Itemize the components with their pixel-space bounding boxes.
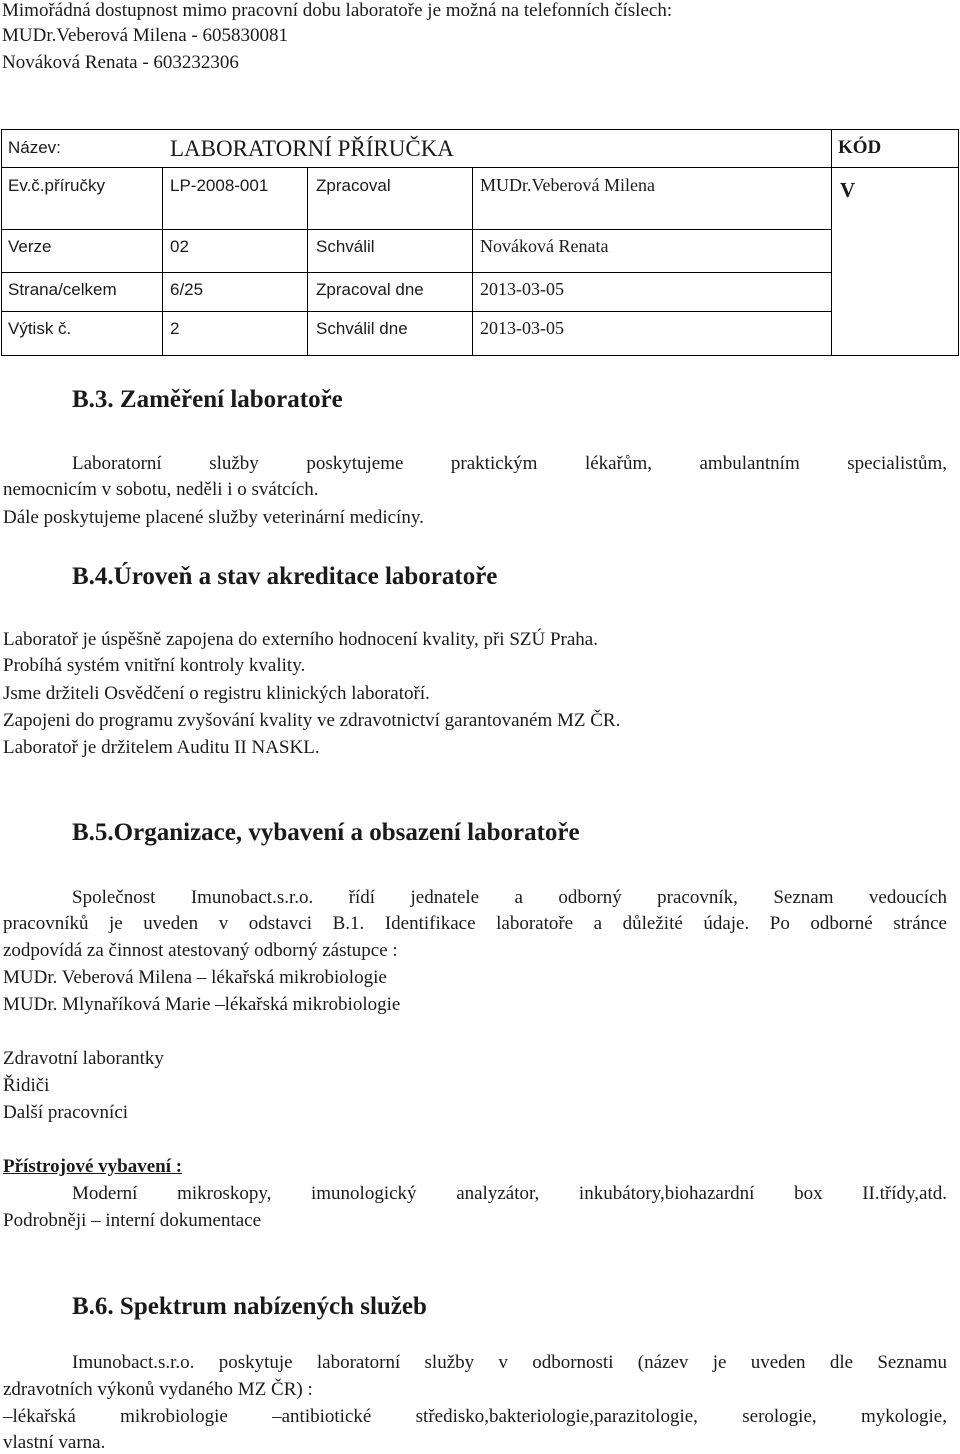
row-value-2: 2013-03-05 xyxy=(480,318,564,338)
b6-line-1: Imunobact.s.r.o. poskytuje laboratorní služby v odbornosti (název je uveden dle Seznamu xyxy=(72,1352,947,1373)
b6-line-2: zdravotních výkonů vydaného MZ ČR) : xyxy=(3,1379,313,1400)
intro-line-1: Mimořádná dostupnost mimo pracovní dobu laboratoře je možná na telefonních číslech: xyxy=(2,0,673,21)
row-label: Výtisk č. xyxy=(8,319,72,338)
section-heading-b3: B.3. Zaměření laboratoře xyxy=(72,386,343,413)
row-value-2: MUDr.Veberová Milena xyxy=(480,175,655,195)
row-value-2: Nováková Renata xyxy=(480,236,609,256)
b3-paragraph-2: Dále poskytujeme placené služby veterinární medicíny. xyxy=(3,507,424,528)
row-value: 6/25 xyxy=(170,280,204,299)
row-value: 2 xyxy=(170,319,180,338)
staff-role: Zdravotní laborantky xyxy=(3,1048,164,1069)
section-heading-b6: B.6. Spektrum nabízených služeb xyxy=(72,1293,427,1320)
intro-line-2: MUDr.Veberová Milena - 605830081 xyxy=(2,25,289,46)
b3-paragraph-line-1: Laboratorní služby poskytujeme praktickým lékařům, ambulantním specialistům, xyxy=(72,453,947,474)
code-label: KÓD xyxy=(838,137,882,158)
manual-title: LABORATORNÍ PŘÍRUČKA xyxy=(170,136,454,161)
b4-line: Laboratoř je úspěšně zapojena do externího hodnocení kvality, při SZÚ Praha. xyxy=(3,629,598,650)
row-label: Verze xyxy=(8,237,52,256)
row-label-2: Schválil dne xyxy=(316,319,408,338)
staff-member: MUDr. Veberová Milena – lékařská mikrobiologie xyxy=(3,967,387,988)
row-label: Ev.č.příručky xyxy=(8,176,105,195)
staff-role: Další pracovníci xyxy=(3,1102,129,1123)
row-label-2: Schválil xyxy=(316,237,375,256)
row-value: 02 xyxy=(170,237,189,256)
row-label: Strana/celkem xyxy=(8,280,117,299)
section-heading-b5: B.5.Organizace, vybavení a obsazení laboratoře xyxy=(72,819,580,846)
section-heading-b4: B.4.Úroveň a stav akreditace laboratoře xyxy=(72,563,498,590)
staff-member: MUDr. Mlynaříková Marie –lékařská mikrobiologie xyxy=(3,994,401,1015)
equipment-line: Moderní mikroskopy, imunologický analyzátor, inkubátory,biohazardní box II.třídy,atd. xyxy=(72,1183,947,1204)
code-value: V xyxy=(840,178,856,202)
b5-paragraph-line-1: Společnost Imunobact.s.r.o. řídí jednatele a odborný pracovník, Seznam vedoucích xyxy=(72,887,947,908)
row-value: LP-2008-001 xyxy=(170,176,269,195)
row-label-2: Zpracoval dne xyxy=(316,280,424,299)
b4-line: Zapojeni do programu zvyšování kvality ve zdravotnictví garantovaném MZ ČR. xyxy=(3,710,621,731)
equipment-note: Podrobněji – interní dokumentace xyxy=(3,1210,262,1231)
b6-line-3: –lékařská mikrobiologie –antibiotické středisko,bakteriologie,parazitologie, serologie, mykologie, xyxy=(3,1406,947,1427)
b4-line: Jsme držiteli Osvědčení o registru klinických laboratoří. xyxy=(3,683,430,704)
equipment-label: Přístrojové vybavení : xyxy=(3,1156,183,1177)
b4-line: Laboratoř je držitelem Auditu II NASKL. xyxy=(3,737,320,758)
b4-line: Probíhá systém vnitřní kontroly kvality. xyxy=(3,655,306,676)
row-value-2: 2013-03-05 xyxy=(480,279,564,299)
staff-role: Řidiči xyxy=(3,1075,50,1096)
b5-paragraph-line-2: pracovníků je uveden v odstavci B.1. Identifikace laboratoře a důležité údaje. Po odborné stránce xyxy=(3,913,947,934)
name-label: Název: xyxy=(8,138,61,157)
b3-paragraph-line-2: nemocnicím v sobotu, neděli i o svátcích. xyxy=(3,479,319,500)
intro-line-3: Nováková Renata - 603232306 xyxy=(2,52,239,73)
row-label-2: Zpracoval xyxy=(316,176,391,195)
b6-line-4: vlastní varna. xyxy=(3,1432,106,1453)
b5-paragraph-line-3: zodpovídá za činnost atestovaný odborný zástupce : xyxy=(3,940,398,961)
